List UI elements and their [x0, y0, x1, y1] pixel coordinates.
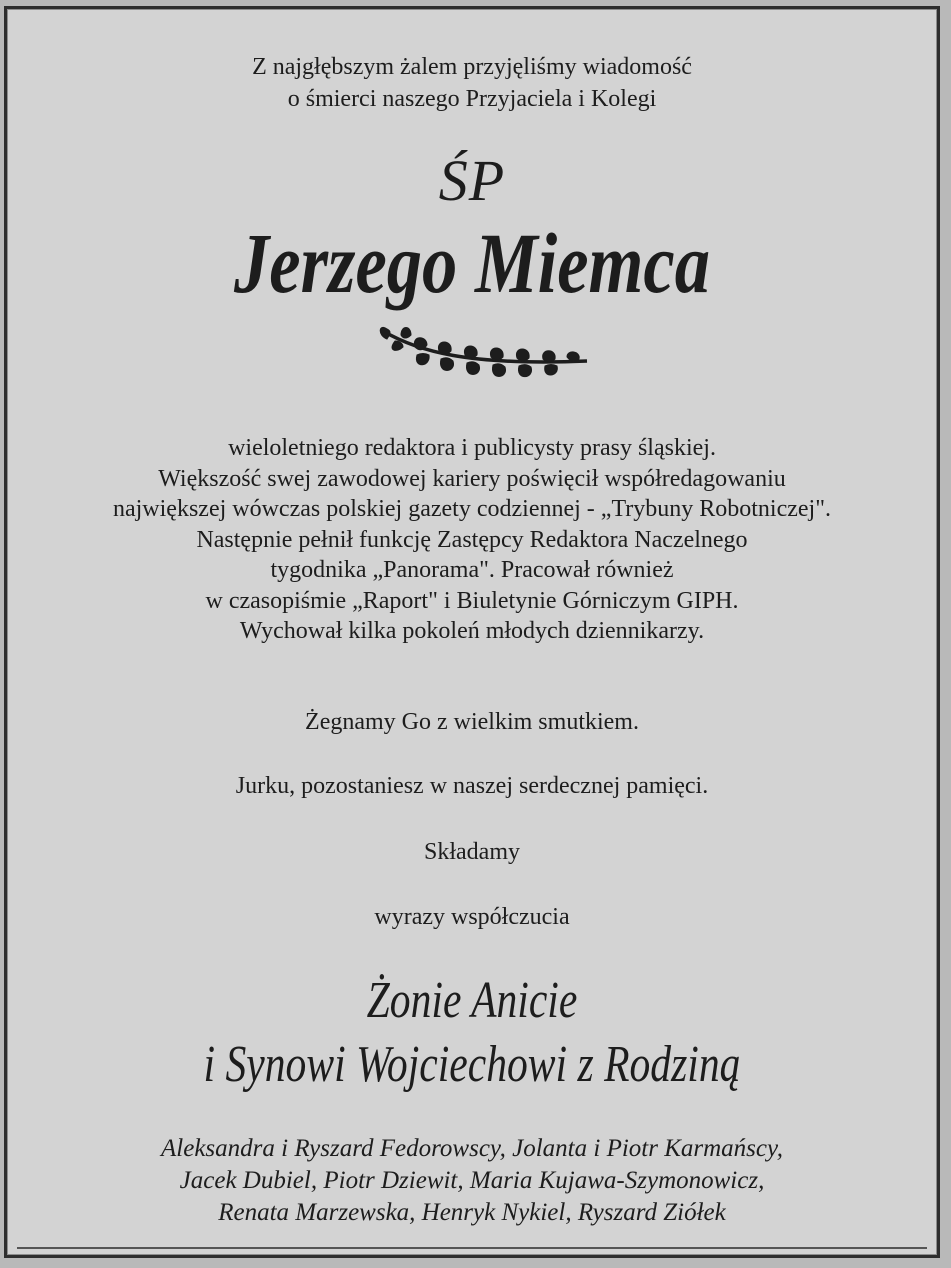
- signers-line: Renata Marzewska, Henryk Nykiel, Ryszard Ziółek: [218, 1199, 726, 1226]
- farewell-line: Żegnamy Go z wielkim smutkiem.: [305, 709, 639, 735]
- condolences-line: wyrazy współczucia: [374, 904, 570, 930]
- intro-text: [7, 51, 937, 115]
- biography-line: największej wówczas polskiej gazety codziennej - „Trybuny Robotniczej".: [112, 496, 832, 522]
- obituary-notice: [4, 6, 940, 1258]
- biography-line: wieloletniego redaktora i publicysty prasy śląskiej.: [228, 435, 716, 461]
- recipients: [7, 969, 937, 1097]
- biography: [7, 433, 937, 647]
- signers-line: Jacek Dubiel, Piotr Dziewit, Maria Kujawa-Szymonowicz,: [179, 1167, 765, 1194]
- signers: [7, 1133, 937, 1229]
- signers-line: Aleksandra i Ryszard Fedorowscy, Jolanta i Piotr Karmańscy,: [161, 1135, 783, 1162]
- recipient-line: i Synowi Wojciechowi z Rodziną: [203, 1036, 741, 1093]
- deceased-name: Jerzego Miemca: [234, 215, 710, 311]
- biography-line: Wychował kilka pokoleń młodych dziennikarzy.: [239, 618, 705, 644]
- honorific: ŚP: [438, 148, 506, 213]
- biography-line: tygodnika „Panorama". Pracował również: [270, 557, 674, 583]
- biography-line: Następnie pełnił funkcję Zastępcy Redaktora Naczelnego: [196, 526, 748, 553]
- condolences-line: Składamy: [424, 839, 520, 865]
- biography-line: w czasopiśmie „Raport" i Biuletynie Górniczym GIPH.: [205, 587, 739, 614]
- recipient-line: Żonie Anicie: [366, 972, 578, 1029]
- remembrance-line: Jurku, pozostaniesz w naszej serdecznej pamięci.: [235, 773, 709, 799]
- laurel-branch-icon: [377, 321, 597, 391]
- biography-line: Większość swej zawodowej kariery poświęcił współredagowaniu: [158, 465, 786, 492]
- intro-line: Z najgłębszym żalem przyjęliśmy wiadomość: [252, 54, 692, 80]
- intro-line: o śmierci naszego Przyjaciela i Kolegi: [287, 86, 657, 112]
